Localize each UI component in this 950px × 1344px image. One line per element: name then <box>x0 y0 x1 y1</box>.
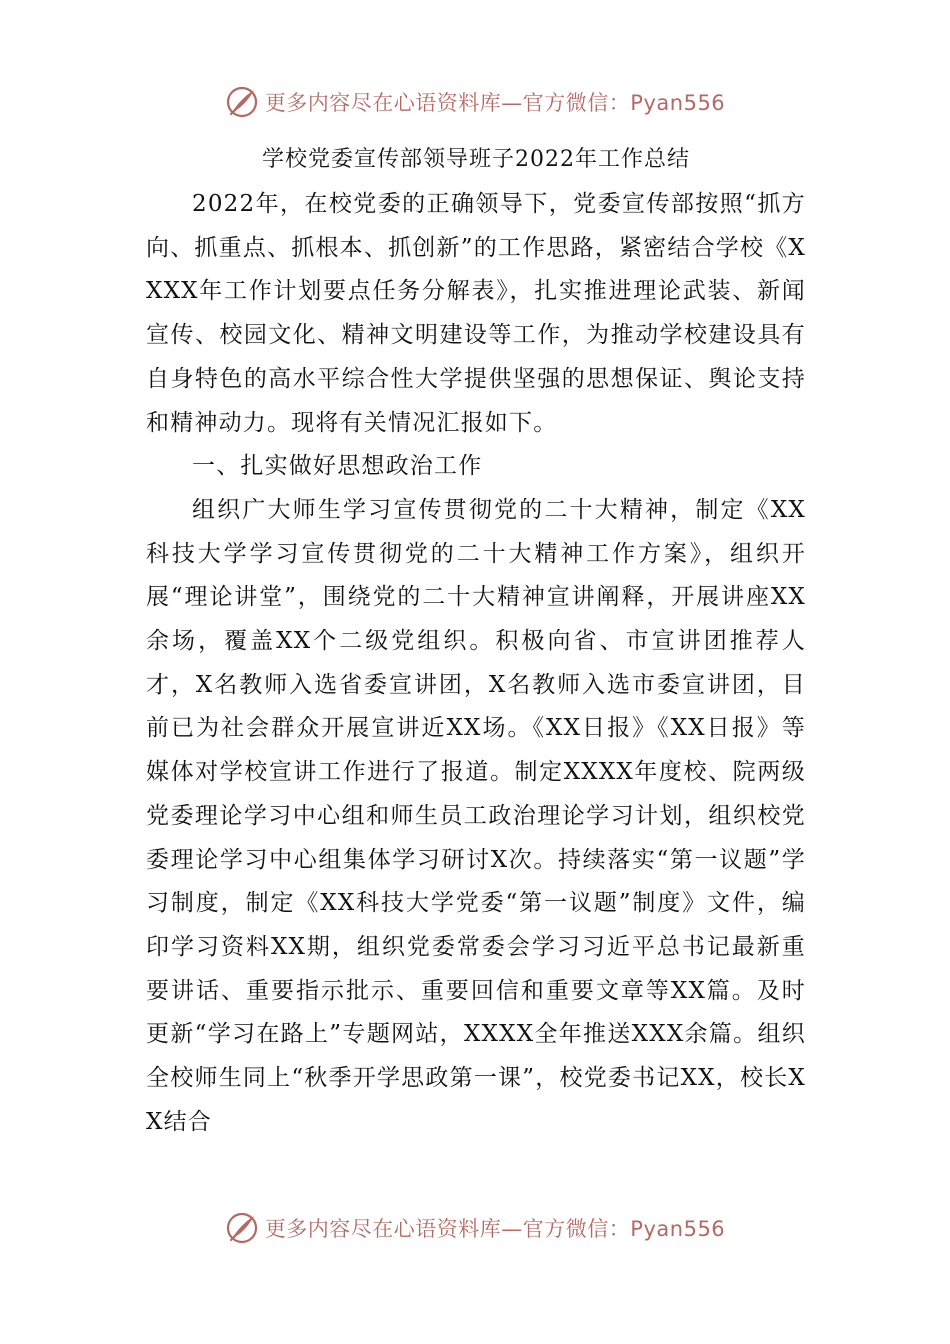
quill-pen-logo-icon <box>225 1211 259 1245</box>
intro-paragraph: 2022年，在校党委的正确领导下，党委宣传部按照“抓方向、抓重点、抓根本、抓创新”的工作思路，紧密结合学校《XXXX年工作计划要点任务分解表》，扎实推进理论武装、新闻宣传、校园文化、精神文明建设等工作，为推动学校建设具有自身特色的高水平综合性大学提供坚强的思想保证、舆论支持和精神动力。现将有关情况汇报如下。 <box>146 191 806 436</box>
document-title: 学校党委宣传部领导班子2022年工作总结 <box>262 147 690 172</box>
watermark-text: 更多内容尽在心语资料库—官方微信：Pyan556 <box>264 91 726 115</box>
section-heading: 一、扎实做好思想政治工作 <box>192 453 483 480</box>
watermark-banner-top <box>0 82 950 122</box>
quill-pen-logo-icon <box>225 85 259 119</box>
watermark-text: 更多内容尽在心语资料库—官方微信：Pyan556 <box>264 1217 726 1241</box>
document-body <box>146 140 806 1144</box>
watermark-banner-bottom <box>0 1208 950 1248</box>
section-paragraph: 组织广大师生学习宣传贯彻党的二十大精神，制定《XX科技大学学习宣传贯彻党的二十大精神工作方案》，组织开展“理论讲堂”，围绕党的二十大精神宣讲阐释，开展讲座XX余场，覆盖XX个二级党组织。积极向省、市宣讲团推荐人才，X名教师入选省委宣讲团，X名教师入选市委宣讲团，目前已为社会群众开展宣讲近XX场。《XX日报》《XX日报》等媒体对学校宣讲工作进行了报道。制定XXXX年度校、院两级党委理论学习中心组和师生员工政治理论学习计划，组织校党委理论学习中心组集体学习研讨X次。持续落实“第一议题”学习制度，制定《XX科技大学党委“第一议题”制度》文件，编印学习资料XX期，组织党委常委会学习习近平总书记最新重要讲话、重要指示批示、重要回信和重要文章等XX篇。及时更新“学习在路上”专题网站，XXXX全年推送XXX余篇。组织全校师生同上“秋季开学思政第一课”，校党委书记XX，校长XX结合 <box>146 496 806 1135</box>
